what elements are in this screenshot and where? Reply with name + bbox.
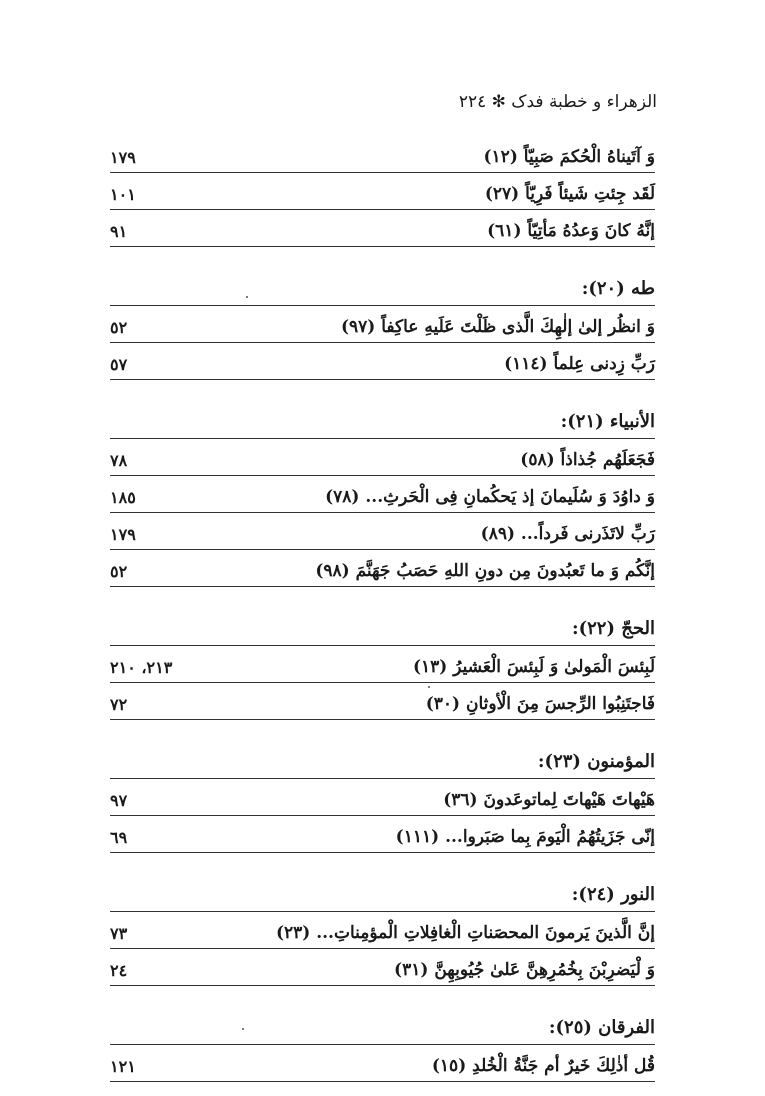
- verse-text: إنَّ الَّذينَ يَرمونَ المحصَناتِ الْغافِلاتِ الْمؤمِناتِ... (٢٣): [275, 923, 655, 943]
- surah-heading: [110, 380, 655, 439]
- page-reference: ٦٩: [110, 828, 128, 847]
- verse-text: رَبِّ زِدنى عِلماً (١١٤): [504, 354, 655, 374]
- index-row: [110, 816, 655, 853]
- page-reference: ١٢١: [110, 1057, 136, 1076]
- verse-text: لَبِئسَ الْمَولىٰ وَ لَبِئسَ الْعَشيرُ (١٣): [412, 657, 655, 677]
- verse-text: قُل أذٰلِكَ خَيرٌ أم جَنَّةُ الْخُلدِ (١٥): [431, 1056, 655, 1076]
- surah-title: الفرقان (٢٥):: [548, 1017, 655, 1038]
- index-row: [110, 210, 655, 247]
- surah-title: النور (٢٤):: [571, 884, 655, 905]
- verse-text: وَ آتَيناهُ الْحُكمَ صَبِيّاً (١٢): [483, 147, 655, 167]
- speck: [428, 686, 430, 688]
- page-reference: ٩٧: [110, 791, 128, 810]
- page-reference: ١٨٥: [110, 488, 136, 507]
- index-row: [110, 550, 655, 587]
- verse-text: لَقَد جِئتِ شَيئاً فَرِيّاً (٢٧): [484, 184, 655, 204]
- surah-heading: [110, 853, 655, 912]
- surah-title: طه (٢٠):: [581, 278, 655, 299]
- verse-text: وَ انظُر إلىٰ إلٰهِكَ الَّذى ظَلْتَ عَلَيهِ عاكِفاً (٩٧): [340, 317, 655, 337]
- index-row: [110, 513, 655, 550]
- verse-text: إنَّهُ كانَ وَعدُهُ مَأتِيّاً (٦١): [487, 221, 655, 241]
- page-reference: ٢٤: [110, 961, 128, 980]
- page-reference: ١٧٩: [110, 148, 136, 167]
- page-reference: ٢١٣، ٢١٠: [110, 658, 173, 677]
- index-row: [110, 646, 655, 683]
- page-reference: ٩١: [110, 222, 128, 241]
- page-reference: ٥٢: [110, 318, 128, 337]
- surah-title: المؤمنون (٢٣):: [537, 751, 655, 772]
- surah-title: الحجّ (٢٢):: [571, 618, 655, 639]
- page-reference: ٧٨: [110, 451, 128, 470]
- verse-text: إنّى جَزَيتُهُمُ الْيَومَ بِما صَبَروا... (١١١): [395, 827, 655, 847]
- page-reference: ١٧٩: [110, 525, 136, 544]
- speck: [246, 296, 248, 298]
- surah-title: الأنبياء (٢١):: [560, 411, 655, 432]
- verse-text: فَجَعَلَهُم جُذاذاً (٥٨): [520, 450, 655, 470]
- index-row: [110, 343, 655, 380]
- verse-text: وَ لْيَضرِبْنَ بِخُمُرِهِنَّ عَلىٰ جُيُوبِهِنَّ (٣١): [394, 960, 655, 980]
- index-row: [110, 683, 655, 720]
- verse-text: رَبِّ لاتَذَرنى فَرداً... (٨٩): [480, 524, 655, 544]
- page-reference: ١٠١: [110, 185, 136, 204]
- index-row: [110, 949, 655, 986]
- verse-text: هَيْهاتَ هَيْهاتَ لِماتوعَدونَ (٣٦): [443, 790, 655, 810]
- page-reference: ٧٣: [110, 924, 128, 943]
- index-row: [110, 306, 655, 343]
- verse-text: وَ داوُدَ وَ سُلَيمانَ إذ يَحكُمانِ فِى الْحَرثِ... (٧٨): [325, 487, 655, 507]
- page-reference: ٥٢: [110, 562, 128, 581]
- page-reference: ٧٢: [110, 695, 128, 714]
- verse-text: فَاجتَنِبُوا الرِّجسَ مِنَ الْأوثانِ (٣٠): [425, 694, 655, 714]
- verse-text: إنَّكُم وَ ما تَعبُدونَ مِن دونِ اللهِ حَصَبُ جَهَنَّمَ (٩٨): [315, 561, 655, 581]
- index-row: [110, 136, 655, 173]
- index-row: [110, 1045, 655, 1082]
- surah-heading: [110, 247, 655, 306]
- surah-heading: [110, 986, 655, 1045]
- index-row: [110, 173, 655, 210]
- index-row: [110, 439, 655, 476]
- page-header: الزهراء و خطبة فدک ✻ ٢٢٤: [458, 92, 657, 112]
- page-reference: ٥٧: [110, 355, 128, 374]
- surah-heading: [110, 587, 655, 646]
- surah-heading: [110, 720, 655, 779]
- speck: [242, 1028, 244, 1030]
- verse-index: [110, 136, 655, 1082]
- index-row: [110, 476, 655, 513]
- index-row: [110, 912, 655, 949]
- index-row: [110, 779, 655, 816]
